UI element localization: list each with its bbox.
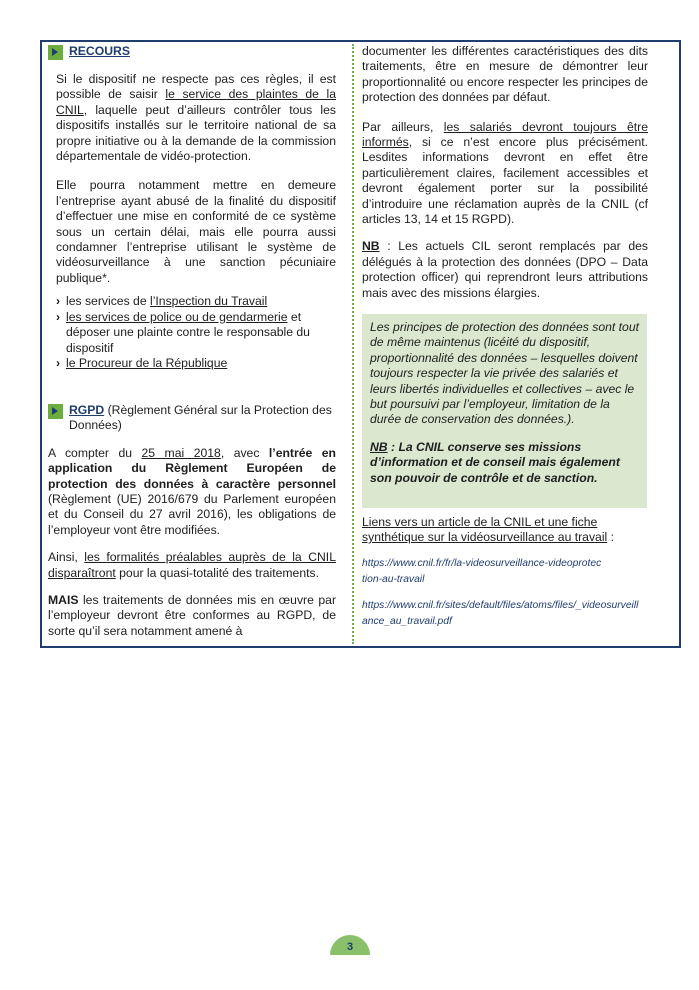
- links-section: [362, 515, 648, 630]
- list-item: [56, 356, 336, 371]
- right-paragraph-1: documenter les différentes caractéristiques des dits traitements, être en mesure de démontrer leur proportionnalité ou encore respecter les principes de protection des données par défaut.: [362, 44, 648, 105]
- column-divider: [352, 44, 354, 644]
- cnil-sheet-link[interactable]: https://www.cnil.fr/sites/default/files/atoms/files/_videosurveillance_au_travail.pdf: [362, 599, 639, 627]
- rgpd-paragraph-2: Ainsi, les formalités préalables auprès de la CNIL disparaîtront pour la quasi-totalité des traitements.: [48, 550, 336, 580]
- arrow-bullet-icon: [48, 45, 63, 60]
- recours-title[interactable]: RECOURS: [69, 44, 130, 58]
- police-link[interactable]: les services de police ou de gendarmerie: [66, 309, 288, 324]
- list-item: › les services de l’Inspection du Travail: [56, 294, 268, 309]
- rgpd-heading: RGPD (Règlement Général sur la Protection des Données): [48, 403, 336, 434]
- recours-heading: [48, 44, 336, 60]
- links-intro: Liens vers un article de la CNIL et une fiche synthétique sur la vidéosurveillance au travail :: [362, 515, 615, 545]
- callout-nb: NB : La CNIL conserve ses missions d’information et de conseil mais également son pouvoir de contrôle et de sanction.: [370, 439, 620, 485]
- cnil-complaints-link[interactable]: le service des plaintes de la CNIL: [56, 87, 336, 117]
- rgpd-paragraph-1: A compter du 25 mai 2018, avec l’entrée en application du Règlement Européen de protection des données à caractère personnel (Règlement (UE) 2016/679 du Parlement européen et du Conseil du 27 avril 2016), les obligations de l’employeur vont être modifiées.: [48, 445, 336, 537]
- recours-list: [56, 294, 336, 371]
- chevron-right-icon: ›: [56, 355, 61, 370]
- nb-paragraph: NB : Les actuels CIL seront remplacés par des délégués à la protection des données (DPO – Data protection officer) qui reprendront leurs attributions mais avec des missions élargies.: [362, 239, 648, 300]
- callout-paragraph: Les principes de protection des données sont tout de même maintenus (licéité du dispositif, proportionnalité des données – lesquelles doivent toujours respecter la vie privée des salariés et leurs libertés individuelles et collectives – avec le but poursuivi par l’employeur, limitation de la durée de conservation des données.).: [370, 320, 639, 427]
- chevron-right-icon: ›: [56, 294, 61, 309]
- right-column: [362, 44, 648, 301]
- prosecutor-link[interactable]: le Procureur de la République: [66, 355, 228, 370]
- labour-inspection-link[interactable]: l’Inspection du Travail: [150, 294, 268, 309]
- rgpd-title[interactable]: RGPD: [69, 403, 105, 417]
- rgpd-paragraph-3: MAIS les traitements de données mis en œuvre par l’employeur devront être conformes au RGPD, de sorte qu’il sera notamment amené à: [48, 593, 336, 638]
- recours-paragraph-1: Si le dispositif ne respecte pas ces règles, il est possible de saisir le service des plaintes de la CNIL, laquelle peut d’ailleurs contrôler tous les dispositifs installés sur le territoire national de sa propre initiative ou à la demande de la commission départementale de vidéo-protection.: [56, 72, 336, 164]
- cnil-article-link[interactable]: https://www.cnil.fr/fr/la-videosurveillance-videoprotection-au-travail: [362, 557, 602, 585]
- recours-section: [48, 44, 336, 60]
- page-number: 3: [330, 935, 370, 955]
- list-item: › les services de police ou de gendarmerie et déposer une plainte contre le responsable du dispositif: [56, 309, 310, 355]
- recours-paragraph-2: Elle pourra notamment mettre en demeure l’entreprise ayant abusé de la finalité du dispositif d’effectuer une mise en conformité de ce système sous un certain délai, mais elle pourra aussi condamner l’entreprise utilisant le système de vidéosurveillance à une sanction pécuniaire publique*.: [56, 178, 336, 285]
- recours-body: [56, 72, 336, 371]
- arrow-bullet-icon: [48, 404, 63, 419]
- right-paragraph-2: Par ailleurs, les salariés devront toujours être informés, si ce n’est encore plus précisément. Lesdites informations devront en effet être particulièrement claires, facilement accessibles et devront également porter sur la possibilité d’introduire une réclamation auprès de la CNIL (cf articles 13, 14 et 15 RGPD).: [362, 119, 648, 227]
- principles-callout: [362, 314, 647, 508]
- rgpd-section: [48, 403, 336, 639]
- chevron-right-icon: ›: [56, 309, 61, 324]
